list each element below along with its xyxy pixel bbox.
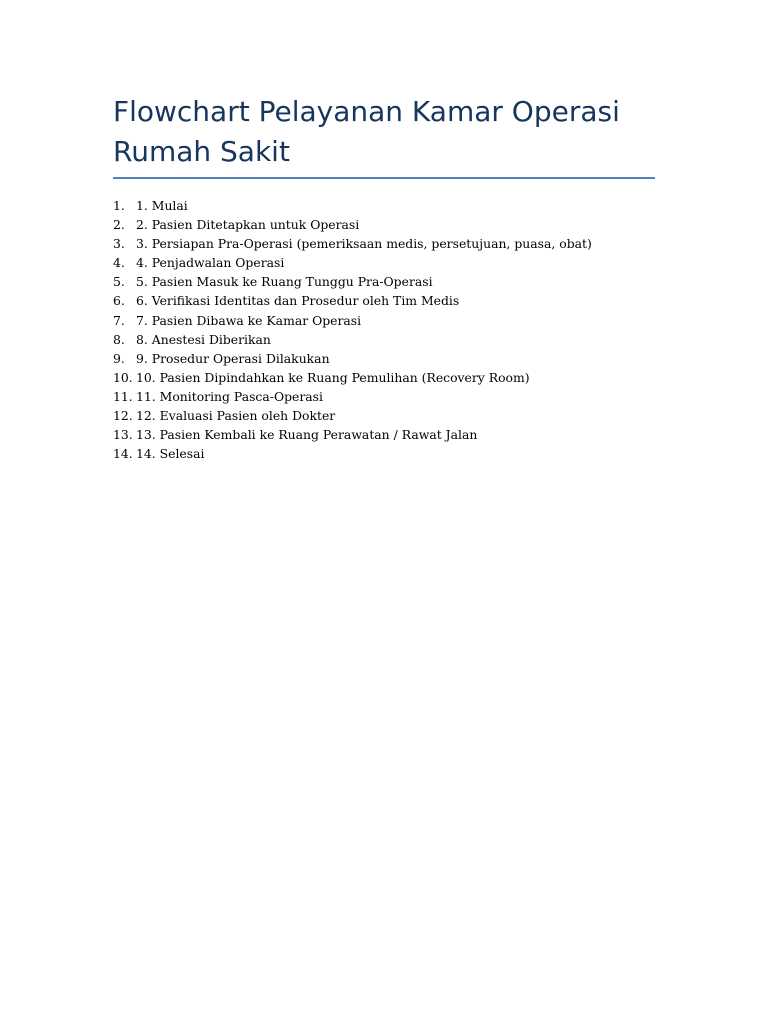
- list-item: [113, 311, 655, 330]
- list-item: [113, 406, 655, 425]
- list-item: [113, 272, 655, 291]
- list-item-text: 8. Anestesi Diberikan: [136, 331, 271, 347]
- list-item-text: 4. Penjadwalan Operasi: [136, 255, 285, 271]
- list-item: [113, 330, 655, 349]
- list-item: [113, 444, 655, 463]
- list-item: [113, 425, 655, 444]
- page-title: Flowchart Pelayanan Kamar Operasi Rumah Sakit: [113, 92, 655, 179]
- list-item: [113, 234, 655, 253]
- list-item-text: 7. Pasien Dibawa ke Kamar Operasi: [136, 312, 362, 328]
- list-item-text: 9. Prosedur Operasi Dilakukan: [136, 350, 330, 366]
- step-list: [113, 196, 655, 463]
- list-item-number: 6.: [113, 293, 125, 309]
- list-item-number: 3.: [113, 236, 125, 252]
- list-item-number: 13.: [113, 427, 133, 443]
- list-item-text: 2. Pasien Ditetapkan untuk Operasi: [136, 217, 360, 233]
- list-item-number: 9.: [113, 350, 125, 366]
- list-item-number: 4.: [113, 255, 125, 271]
- list-item-number: 8.: [113, 331, 125, 347]
- list-item-number: 11.: [113, 388, 133, 404]
- list-item: [113, 387, 655, 406]
- list-item-text: 3. Persiapan Pra-Operasi (pemeriksaan medis, persetujuan, puasa, obat): [136, 236, 592, 252]
- list-item-text: 6. Verifikasi Identitas dan Prosedur oleh Tim Medis: [136, 293, 460, 309]
- list-item: [113, 253, 655, 272]
- list-item: [113, 349, 655, 368]
- list-item-number: 12.: [113, 408, 133, 424]
- list-item: [113, 291, 655, 310]
- list-item-number: 2.: [113, 217, 125, 233]
- list-item-number: 7.: [113, 312, 125, 328]
- list-item-number: 10.: [113, 369, 133, 385]
- list-item: [113, 368, 655, 387]
- list-item-text: 13. Pasien Kembali ke Ruang Perawatan / Rawat Jalan: [136, 427, 478, 443]
- document-page: [113, 92, 655, 463]
- list-item-number: 14.: [113, 446, 133, 462]
- list-item-text: 11. Monitoring Pasca-Operasi: [136, 388, 324, 404]
- list-item-text: 1. Mulai: [136, 198, 188, 213]
- list-item: [113, 215, 655, 234]
- list-item-text: 10. Pasien Dipindahkan ke Ruang Pemulihan (Recovery Room): [136, 369, 530, 385]
- list-item-text: 5. Pasien Masuk ke Ruang Tunggu Pra-Operasi: [136, 274, 433, 290]
- list-item: [113, 196, 655, 215]
- list-item-number: 1.: [113, 198, 125, 213]
- list-item-text: 14. Selesai: [136, 446, 205, 462]
- list-item-number: 5.: [113, 274, 125, 290]
- list-item-text: 12. Evaluasi Pasien oleh Dokter: [136, 408, 336, 424]
